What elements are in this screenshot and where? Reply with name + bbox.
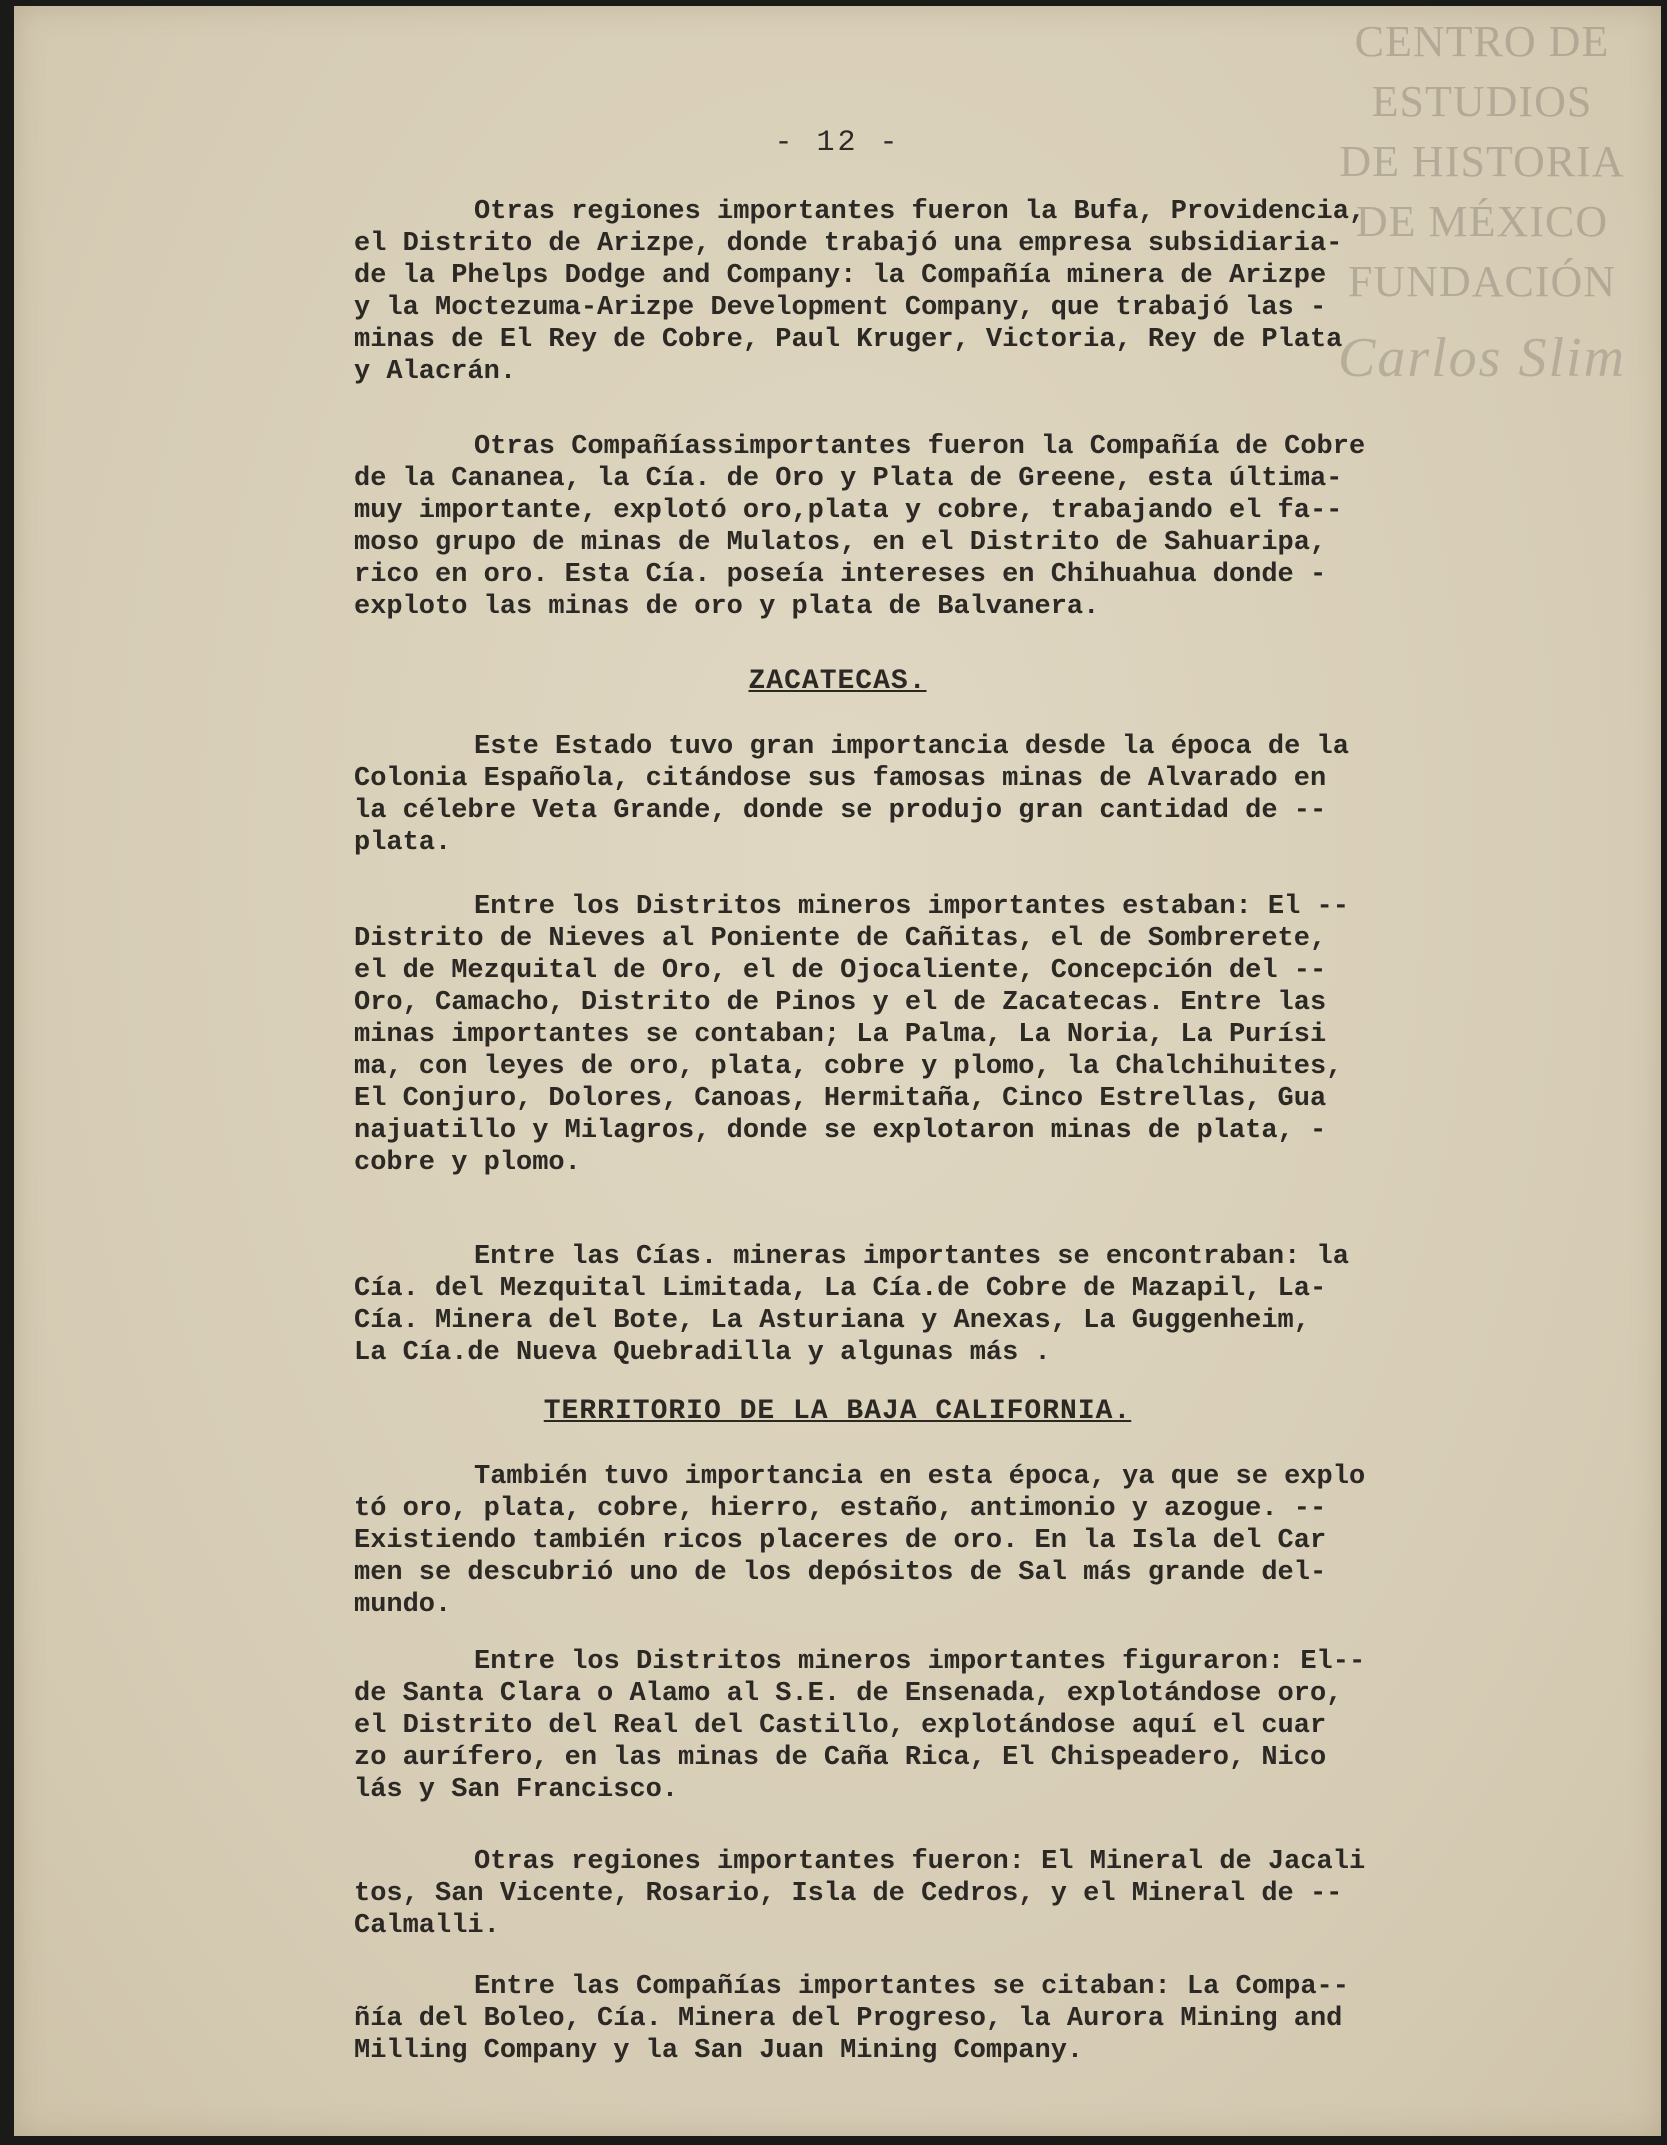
section-heading: ZACATECAS. [748, 666, 927, 697]
paragraph [354, 1971, 1554, 2067]
document-page [14, 6, 1661, 2136]
text-line: Entre las Compañías importantes se citaban: La Compa-- [474, 1972, 1349, 2002]
text-line: Entre los Distritos mineros importantes figuraron: El-- [474, 1647, 1366, 1677]
text-line: ma, con leyes de oro, plata, cobre y plomo, la Chalchihuites, [354, 1052, 1343, 1082]
paragraph [354, 731, 1554, 859]
paragraph [354, 1461, 1554, 1621]
text-line: Este Estado tuvo gran importancia desde la época de la [474, 732, 1349, 762]
text-line: el Distrito del Real del Castillo, explotándose aquí el cuar [354, 1711, 1327, 1741]
paragraph [354, 1846, 1554, 1942]
text-line: Colonia Española, citándose sus famosas minas de Alvarado en [354, 764, 1327, 794]
paragraph [354, 1646, 1554, 1806]
watermark-signature: Carlos Slim [1337, 327, 1627, 389]
text-line: La Cía.de Nueva Quebradilla y algunas más . [354, 1338, 1051, 1368]
text-line: najuatillo y Milagros, donde se explotaron minas de plata, - [354, 1116, 1327, 1146]
text-line: Otras regiones importantes fueron la Bufa, Providencia, [474, 197, 1366, 227]
text-line: el de Mezquital de Oro, el de Ojocaliente, Concepción del -- [354, 956, 1327, 986]
watermark-line: FUNDACIÓN [1347, 257, 1617, 306]
text-line: men se descubrió uno de los depósitos de Sal más grande del- [354, 1558, 1327, 1588]
text-line: Entre los Distritos mineros importantes estaban: El -- [474, 892, 1349, 922]
text-line: Calmalli. [354, 1911, 500, 1941]
text-line: Milling Company y la San Juan Mining Company. [354, 2036, 1084, 2066]
text-line: Otras Compañíassimportantes fueron la Compañía de Cobre [474, 432, 1366, 462]
text-line: Cía. del Mezquital Limitada, La Cía.de Cobre de Mazapil, La- [354, 1274, 1327, 1304]
paragraph [354, 196, 1554, 388]
text-line: plata. [354, 828, 452, 858]
text-line: minas importantes se contaban; La Palma, La Noria, La Purísi [354, 1020, 1327, 1050]
text-line: ñía del Boleo, Cía. Minera del Progreso, la Aurora Mining and [354, 2004, 1343, 2034]
text-line: Oro, Camacho, Distrito de Pinos y el de Zacatecas. Entre las [354, 988, 1327, 1018]
text-line: tos, San Vicente, Rosario, Isla de Cedros, y el Mineral de -- [354, 1879, 1343, 1909]
section-heading: TERRITORIO DE LA BAJA CALIFORNIA. [543, 1396, 1132, 1427]
text-line: lás y San Francisco. [354, 1775, 679, 1805]
text-line: el Distrito de Arizpe, donde trabajó una empresa subsidiaria- [354, 229, 1343, 259]
text-line: minas de El Rey de Cobre, Paul Kruger, Victoria, Rey de Plata [354, 325, 1343, 355]
text-line: Distrito de Nieves al Poniente de Cañitas, el de Sombrerete, [354, 924, 1327, 954]
text-line: Otras regiones importantes fueron: El Mineral de Jacali [474, 1847, 1366, 1877]
text-line: exploto las minas de oro y plata de Balvanera. [354, 592, 1100, 622]
watermark-line: ESTUDIOS [1371, 77, 1593, 126]
text-line: zo aurífero, en las minas de Caña Rica, El Chispeadero, Nico [354, 1743, 1327, 1773]
watermark-line: DE HISTORIA [1339, 137, 1625, 186]
text-line: Entre las Cías. mineras importantes se encontraban: la [474, 1242, 1349, 1272]
text-line: El Conjuro, Dolores, Canoas, Hermitaña, Cinco Estrellas, Gua [354, 1084, 1327, 1114]
paragraph [354, 431, 1554, 623]
text-line: rico en oro. Esta Cía. poseía intereses en Chihuahua donde - [354, 560, 1327, 590]
text-line: de la Phelps Dodge and Company: la Compañía minera de Arizpe [354, 261, 1327, 291]
text-line: Cía. Minera del Bote, La Asturiana y Anexas, La Guggenheim, [354, 1306, 1310, 1336]
text-line: y la Moctezuma-Arizpe Development Company, que trabajó las - [354, 293, 1327, 323]
text-line: También tuvo importancia en esta época, ya que se explo [474, 1462, 1366, 1492]
paragraph [354, 1241, 1554, 1369]
text-line: mundo. [354, 1590, 452, 1620]
text-line: Existiendo también ricos placeres de oro. En la Isla del Car [354, 1526, 1327, 1556]
watermark-line: CENTRO DE [1354, 17, 1610, 66]
text-line: de Santa Clara o Alamo al S.E. de Ensenada, explotándose oro, [354, 1679, 1343, 1709]
text-line: cobre y plomo. [354, 1148, 581, 1178]
text-line: de la Cananea, la Cía. de Oro y Plata de Greene, esta última- [354, 464, 1343, 494]
text-line: moso grupo de minas de Mulatos, en el Distrito de Sahuaripa, [354, 528, 1327, 558]
paragraph [354, 891, 1554, 1179]
text-line: la célebre Veta Grande, donde se produjo gran cantidad de -- [354, 796, 1327, 826]
text-line: muy importante, explotó oro,plata y cobre, trabajando el fa-- [354, 496, 1343, 526]
text-line: tó oro, plata, cobre, hierro, estaño, antimonio y azogue. -- [354, 1494, 1327, 1524]
text-line: y Alacrán. [354, 357, 517, 387]
watermark-line: DE MÉXICO [1355, 197, 1609, 246]
page-number: - 12 - [774, 126, 901, 160]
